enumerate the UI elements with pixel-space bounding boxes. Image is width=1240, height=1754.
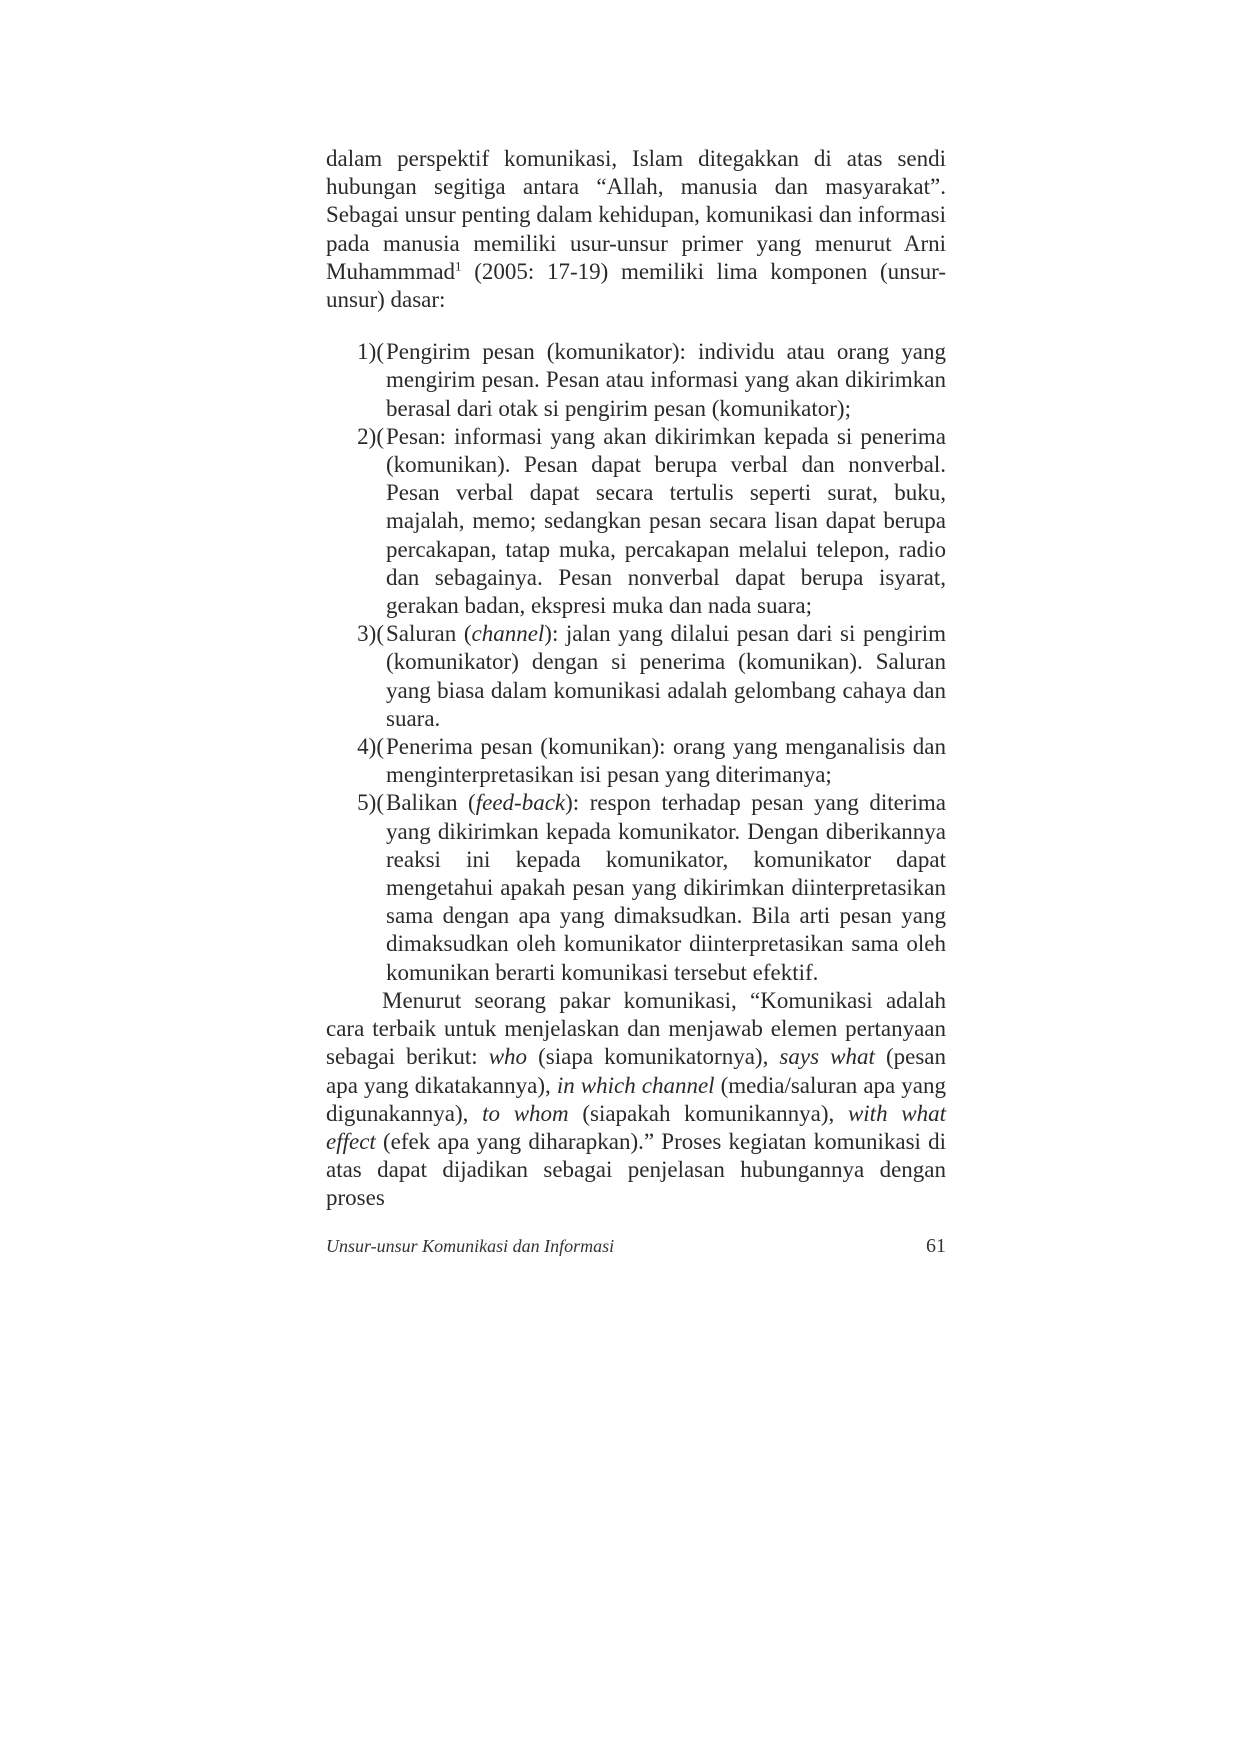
closing-text: (media/saluran apa yang digunakannya),	[326, 1072, 947, 1126]
page-footer	[326, 1235, 946, 1258]
list-item	[357, 789, 946, 986]
intro-text-continued: (2005: 17-19) memiliki lima komponen (unsur-unsur) dasar:	[326, 258, 946, 313]
list-item-text: Balikan (	[386, 790, 476, 816]
list-item	[357, 423, 946, 620]
closing-paragraph	[326, 987, 946, 1213]
list-item-text: Penerima pesan (komunikan): orang yang menganalisis dan menginterpretasikan isi pesan yang diterimanya;	[386, 734, 946, 788]
list-item-number: 4)(	[357, 734, 384, 760]
list-item	[357, 338, 946, 423]
term-to-whom: to whom	[482, 1100, 569, 1126]
closing-text: (siapakah komunikannya),	[568, 1100, 848, 1126]
term-in-which-channel: in which channel	[556, 1072, 715, 1098]
list-item-number: 2)(	[357, 423, 384, 449]
page-number: 61	[926, 1235, 946, 1257]
closing-text: (siapa komunikatornya),	[527, 1044, 780, 1070]
closing-text: (pesan apa yang dikatakannya),	[326, 1044, 947, 1098]
list-item-text: Pengirim pesan (komunikator): individu atau orang yang mengirim pesan. Pesan atau informasi yang akan dikirimkan berasal dari otak si pengirim pesan (komunikator);	[386, 339, 946, 421]
list-item	[357, 620, 946, 733]
closing-text: Menurut seorang pakar komunikasi, “Komunikasi adalah cara terbaik untuk menjelaskan dan menjawab elemen pertanyaan sebagai berikut:	[326, 987, 946, 1070]
intro-text: dalam perspektif komunikasi, Islam ditegakkan di atas sendi hubungan segitiga antara “Allah, manusia dan masyarakat”. Sebagai unsur penting dalam kehidupan, komunikasi dan informasi pada manusia memiliki usur-unsur primer yang menurut Arni Muhammmad	[326, 146, 946, 284]
list-item-number: 5)(	[357, 790, 384, 816]
list-item-text-continued: ): respon terhadap pesan yang diterima yang dikirimkan kepada komunikator. Dengan diberikannya reaksi ini kepada komunikator, komunikator dapat mengetahui apakah pesan yang dikirimkan diinterpretasikan sama dengan apa yang dimaksudkan. Bila arti pesan yang dimaksudkan oleh komunikator diinterpretasikan sama oleh komunikan berarti komunikasi tersebut efektif.	[386, 790, 946, 985]
list-item-text: Pesan: informasi yang akan dikirimkan kepada si penerima (komunikan). Pesan dapat berupa verbal dan nonverbal. Pesan verbal dapat secara tertulis seperti surat, buku, majalah, memo; sedangkan pesan secara lisan dapat berupa percakapan, tatap muka, percakapan melalui telepon, radio dan sebagainya. Pesan nonverbal dapat berupa isyarat, gerakan badan, ekspresi muka dan nada suara;	[386, 423, 946, 619]
running-title: Unsur-unsur Komunikasi dan Informasi	[326, 1236, 615, 1256]
list-item-text-continued: ): jalan yang dilalui pesan dari si pengirim (komunikator) dengan si penerima (komunikan). Saluran yang biasa dalam komunikasi adalah gelombang cahaya dan suara.	[386, 621, 946, 731]
list-item-number: 1)(	[357, 339, 384, 365]
component-list	[326, 338, 946, 987]
intro-paragraph	[326, 145, 946, 314]
closing-text: (efek apa yang diharapkan).” Proses kegiatan komunikasi di atas dapat dijadikan sebagai penjelasan hubungannya dengan proses	[326, 1128, 946, 1211]
footnote-marker[interactable]: 1	[455, 258, 462, 274]
term-who: who	[488, 1044, 528, 1070]
term-channel: channel	[471, 621, 545, 647]
term-with-what-effect: with what effect	[326, 1100, 946, 1154]
list-item-number: 3)(	[357, 621, 384, 647]
page-body	[326, 145, 946, 1213]
list-item	[357, 733, 946, 789]
list-item-text: Saluran (	[386, 621, 472, 647]
term-says-what: says what	[779, 1044, 875, 1070]
term-feed-back: feed-back	[475, 790, 566, 816]
